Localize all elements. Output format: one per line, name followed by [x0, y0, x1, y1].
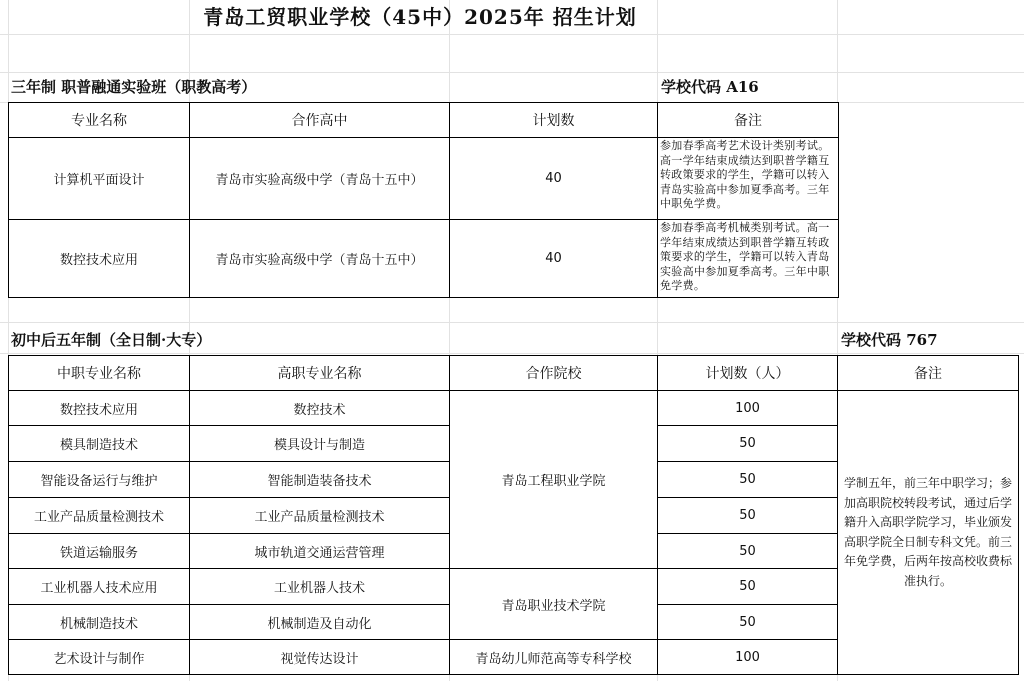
section1-school-code: 学校代码 A16 — [661, 78, 759, 96]
section1-header-row — [9, 103, 839, 138]
section2-header-row — [9, 356, 1019, 391]
higher-major: 视觉传达设计 — [190, 640, 450, 675]
plan-count: 40 — [450, 138, 658, 220]
plan-count: 40 — [450, 220, 658, 298]
secondary-major: 铁道运输服务 — [9, 534, 190, 569]
higher-major: 模具设计与制造 — [190, 426, 450, 462]
plan-count: 100 — [658, 391, 838, 426]
partner-school: 青岛市实验高级中学（青岛十五中） — [190, 220, 450, 298]
higher-major: 工业机器人技术 — [190, 569, 450, 605]
section2-school-code: 学校代码 767 — [841, 331, 938, 349]
secondary-major: 工业产品质量检测技术 — [9, 498, 190, 534]
plan-count: 50 — [658, 534, 838, 569]
section1-table — [8, 102, 839, 298]
plan-count: 50 — [658, 462, 838, 498]
secondary-major: 机械制造技术 — [9, 605, 190, 640]
partner-college: 青岛工程职业学院 — [450, 391, 658, 569]
header-plan-count: 计划数 — [450, 103, 658, 138]
table-row — [9, 220, 839, 298]
secondary-major: 工业机器人技术应用 — [9, 569, 190, 605]
header-plan-count: 计划数（人） — [658, 356, 838, 391]
section2-table — [8, 355, 1019, 675]
higher-major: 工业产品质量检测技术 — [190, 498, 450, 534]
plan-count: 50 — [658, 569, 838, 605]
section1-heading: 三年制 职普融通实验班（职教高考） — [11, 78, 257, 96]
partner-college: 青岛职业技术学院 — [450, 569, 658, 640]
plan-count: 100 — [658, 640, 838, 675]
header-partner-high-school: 合作高中 — [190, 103, 450, 138]
header-major: 专业名称 — [9, 103, 190, 138]
header-partner-college: 合作院校 — [450, 356, 658, 391]
remarks: 参加春季高考机械类别考试。高一学年结束成绩达到职普学籍互转政策要求的学生，学籍可以转入青岛实验高中参加夏季高考。三年中职免学费。 — [658, 220, 839, 298]
header-remarks: 备注 — [838, 356, 1019, 391]
plan-count: 50 — [658, 498, 838, 534]
table-row — [9, 138, 839, 220]
secondary-major: 数控技术应用 — [9, 391, 190, 426]
secondary-major: 艺术设计与制作 — [9, 640, 190, 675]
plan-count: 50 — [658, 605, 838, 640]
major-name: 数控技术应用 — [9, 220, 190, 298]
remarks: 参加春季高考艺术设计类别考试。高一学年结束成绩达到职普学籍互转政策要求的学生，学籍可以转入青岛实验高中参加夏季高考。三年中职免学费。 — [658, 138, 839, 220]
higher-major: 智能制造装备技术 — [190, 462, 450, 498]
header-higher-major: 高职专业名称 — [190, 356, 450, 391]
remarks: 学制五年，前三年中职学习；参加高职院校转段考试，通过后学籍升入高职学院学习，毕业颁发高职学院全日制专科文凭。前三年免学费，后两年按高校收费标准执行。 — [838, 391, 1019, 675]
section2-heading: 初中后五年制（全日制·大专） — [11, 331, 212, 349]
plan-count: 50 — [658, 426, 838, 462]
header-secondary-major: 中职专业名称 — [9, 356, 190, 391]
secondary-major: 模具制造技术 — [9, 426, 190, 462]
page-title: 青岛工贸职业学校（45中）2025年 招生计划 — [203, 5, 637, 29]
higher-major: 数控技术 — [190, 391, 450, 426]
higher-major: 城市轨道交通运营管理 — [190, 534, 450, 569]
higher-major: 机械制造及自动化 — [190, 605, 450, 640]
partner-school: 青岛市实验高级中学（青岛十五中） — [190, 138, 450, 220]
partner-college: 青岛幼儿师范高等专科学校 — [450, 640, 658, 675]
major-name: 计算机平面设计 — [9, 138, 190, 220]
secondary-major: 智能设备运行与维护 — [9, 462, 190, 498]
table-row — [9, 391, 1019, 426]
header-remarks: 备注 — [658, 103, 839, 138]
